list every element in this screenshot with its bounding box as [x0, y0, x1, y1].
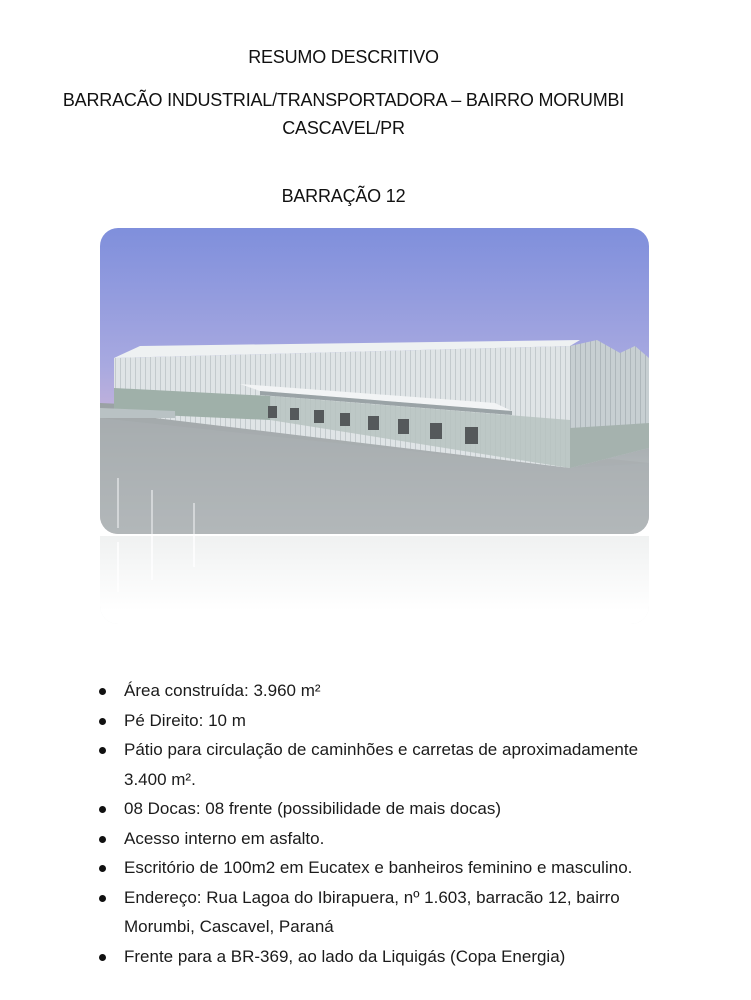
- bullet-icon: [99, 895, 106, 902]
- list-item: Endereço: Rua Lagoa do Ibirapuera, nº 1.603, barracão 12, bairro Morumbi, Cascavel, Paraná: [95, 883, 655, 942]
- bullet-icon: [99, 747, 106, 754]
- list-item: Frente para a BR-369, ao lado da Liquigás (Copa Energia): [95, 942, 655, 972]
- list-item: Pé Direito: 10 m: [95, 706, 655, 736]
- features-list: [95, 676, 655, 971]
- list-item: Acesso interno em asfalto.: [95, 824, 655, 854]
- warehouse-image: [100, 228, 649, 534]
- bullet-icon: [99, 688, 106, 695]
- list-item: Escritório de 100m2 em Eucatex e banheiros feminino e masculino.: [95, 853, 655, 883]
- document-subtitle: BARRACÃO INDUSTRIAL/TRANSPORTADORA – BAIRRO MORUMBI: [62, 90, 625, 110]
- bullet-icon: [99, 718, 106, 725]
- bullet-icon: [99, 865, 106, 872]
- document-location: CASCAVEL/PR: [282, 118, 405, 138]
- document-title: RESUMO DESCRITIVO: [248, 47, 439, 67]
- warehouse-illustration: [100, 228, 649, 534]
- warehouse-number: BARRAÇÃO 12: [281, 186, 406, 206]
- image-reflection: [100, 536, 649, 624]
- list-item: Pátio para circulação de caminhões e carretas de aproximadamente 3.400 m².: [95, 735, 655, 794]
- bullet-icon: [99, 806, 106, 813]
- bullet-icon: [99, 954, 106, 961]
- list-item: 08 Docas: 08 frente (possibilidade de mais docas): [95, 794, 655, 824]
- bullet-icon: [99, 836, 106, 843]
- list-item: Área construída: 3.960 m²: [95, 676, 655, 706]
